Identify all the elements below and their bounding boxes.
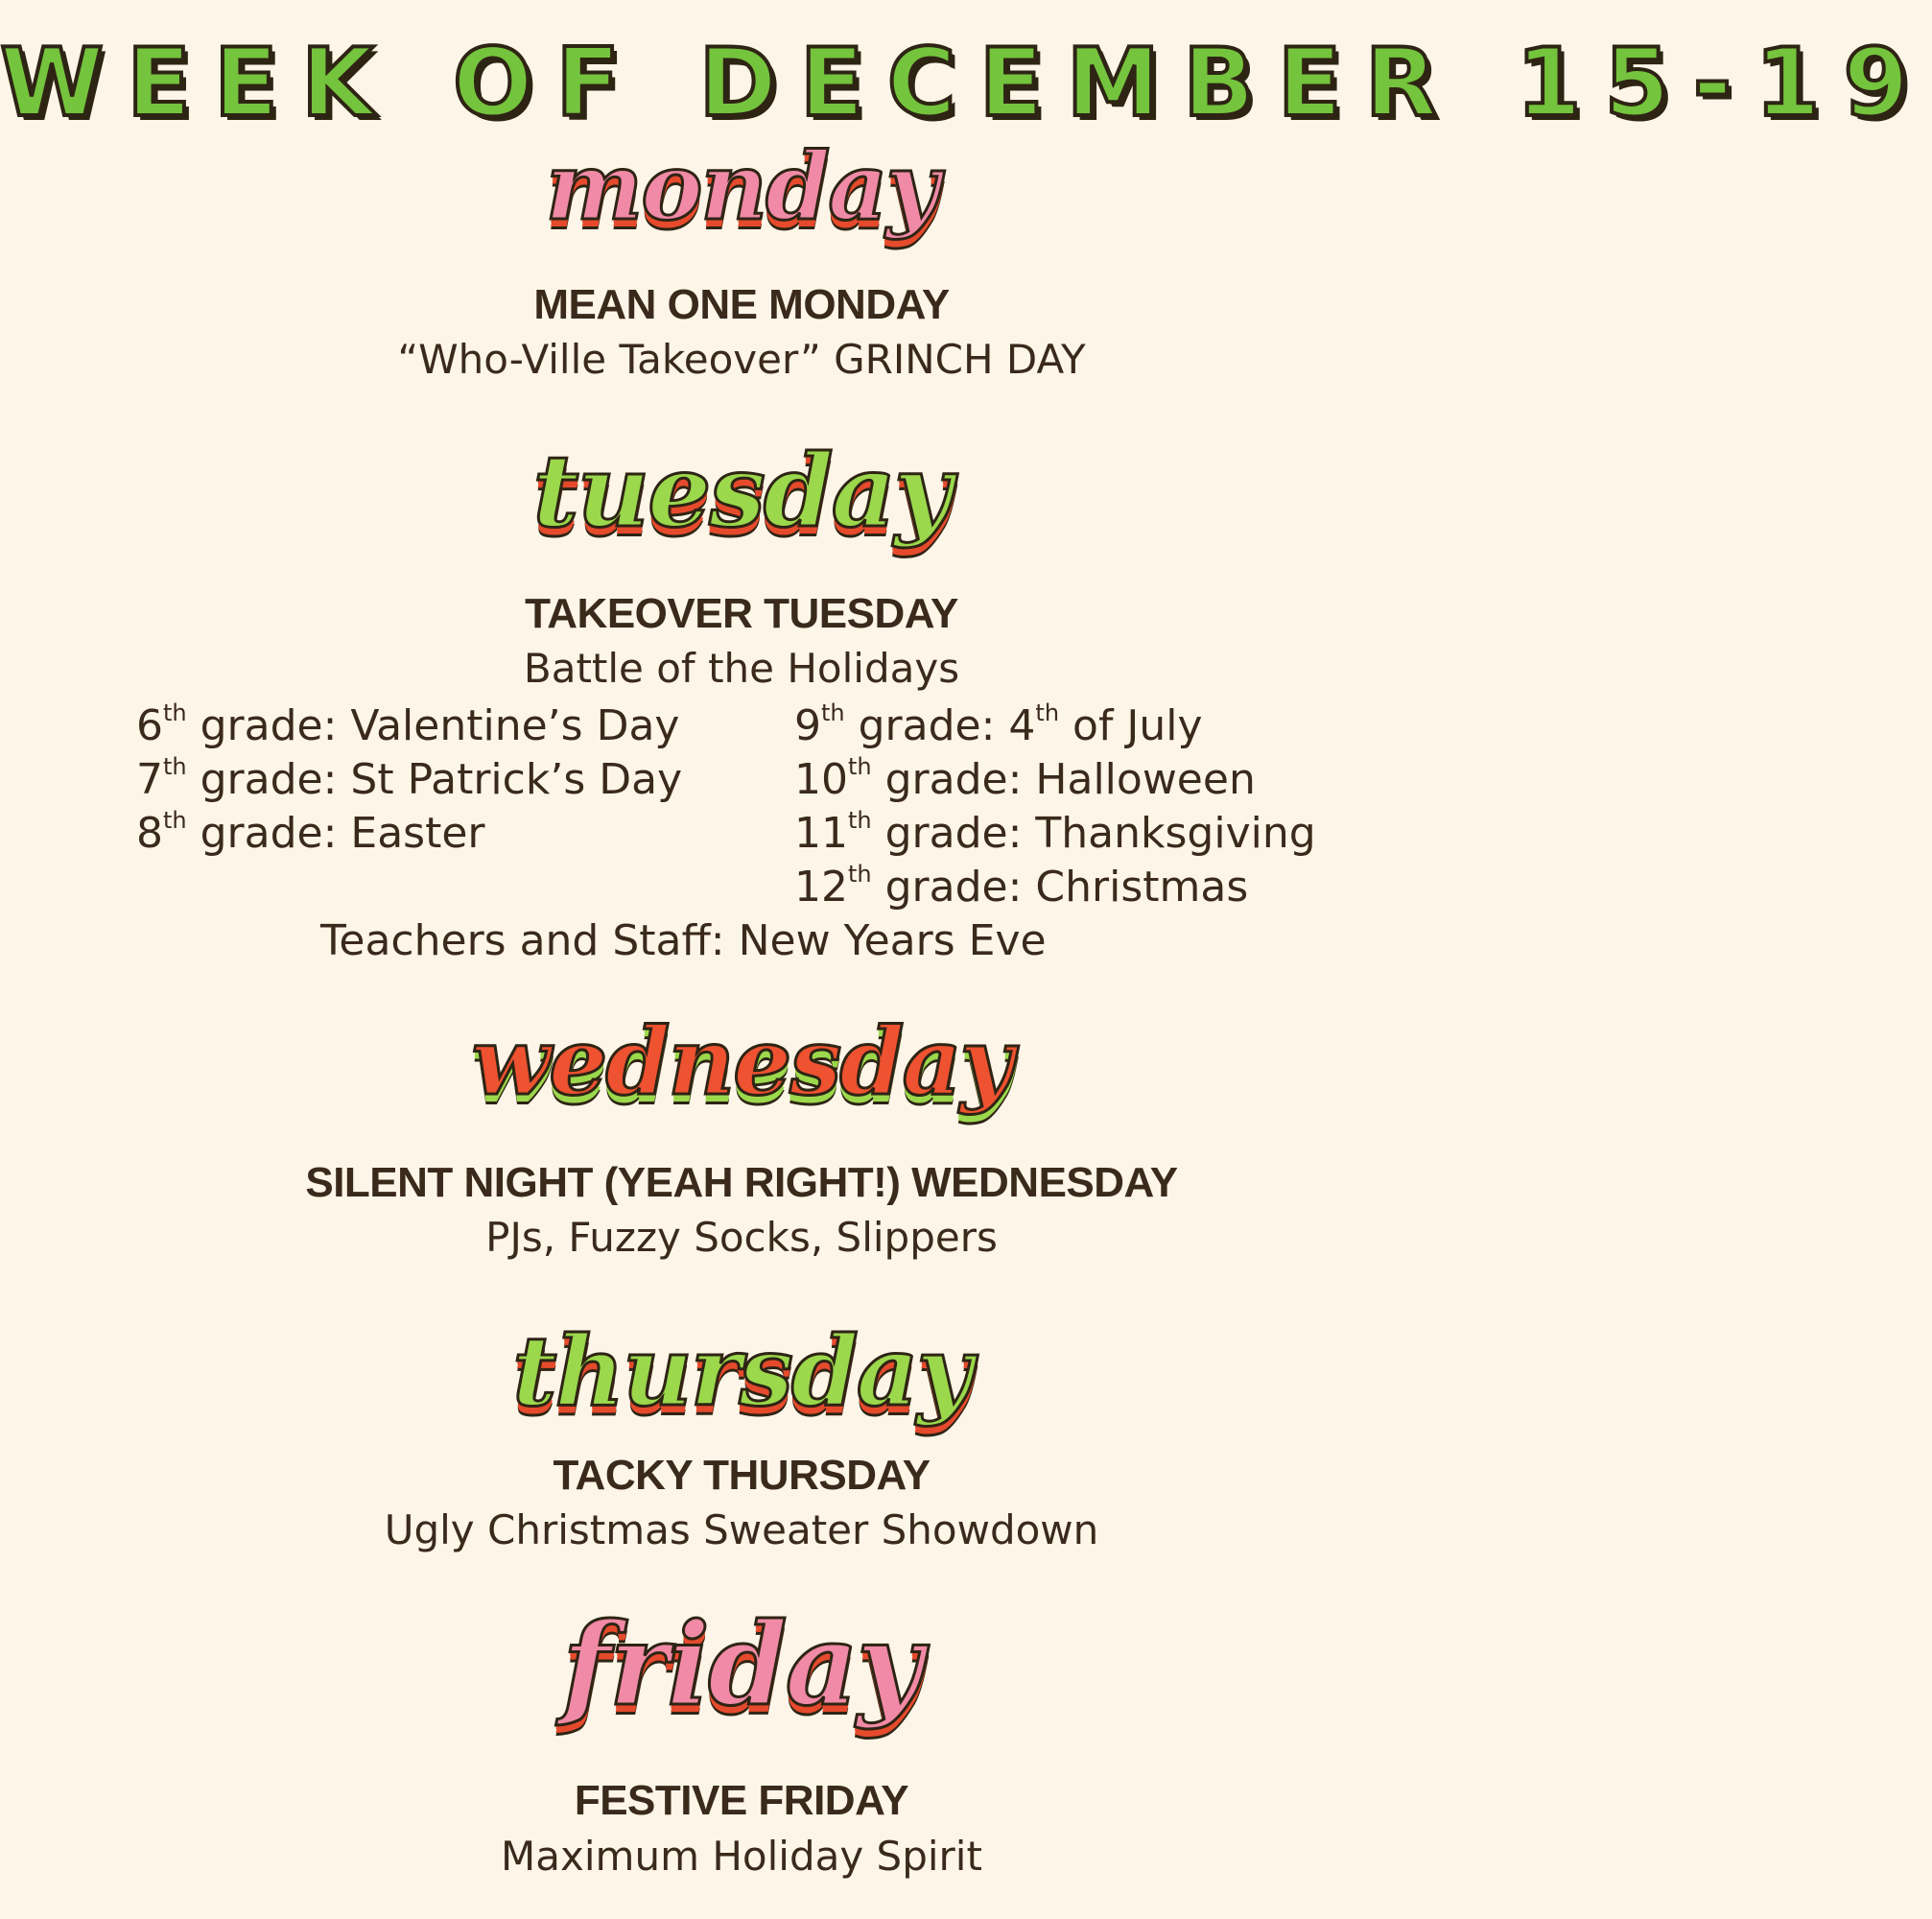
tuesday-script-title: tuesday: [532, 432, 951, 550]
wednesday-script-title: wednesday: [471, 1007, 1012, 1116]
grade-line: 8th grade: Easter: [136, 807, 485, 858]
staff-line: Teachers and Staff: New Years Eve: [320, 916, 1047, 965]
grade-line: 10th grade: Halloween: [794, 753, 1256, 804]
wednesday-script-wrap: [0, 1007, 1483, 1116]
grade-line: 9th grade: 4th of July: [794, 699, 1203, 750]
thursday-detail: Ugly Christmas Sweater Showdown: [384, 1506, 1099, 1553]
wednesday-detail: PJs, Fuzzy Socks, Slippers: [485, 1214, 998, 1261]
friday-theme: FESTIVE FRIDAY: [574, 1777, 909, 1824]
grade-line: 7th grade: St Patrick’s Day: [136, 753, 683, 804]
grade-line: 12th grade: Christmas: [794, 861, 1249, 912]
grade-line: 11th grade: Thanksgiving: [794, 807, 1316, 858]
thursday-theme: TACKY THURSDAY: [553, 1452, 931, 1499]
monday-script-title: monday: [545, 132, 938, 241]
wednesday-theme: SILENT NIGHT (YEAH RIGHT!) WEDNESDAY: [305, 1159, 1178, 1206]
thursday-script-wrap: [0, 1315, 1483, 1428]
monday-script-wrap: [0, 132, 1483, 241]
friday-script-wrap: [0, 1598, 1483, 1731]
grade-line: 6th grade: Valentine’s Day: [136, 699, 680, 750]
tuesday-detail: Battle of the Holidays: [523, 645, 960, 692]
monday-theme: MEAN ONE MONDAY: [533, 281, 950, 328]
monday-detail: “Who-Ville Takeover” GRINCH DAY: [397, 336, 1086, 383]
tuesday-script-wrap: [0, 432, 1483, 550]
page-title: WEEK OF DECEMBER 15-19: [0, 29, 1932, 138]
friday-detail: Maximum Holiday Spirit: [501, 1833, 982, 1880]
friday-script-title: friday: [562, 1598, 921, 1731]
thursday-script-title: thursday: [512, 1315, 971, 1428]
tuesday-theme: TAKEOVER TUESDAY: [525, 590, 958, 637]
